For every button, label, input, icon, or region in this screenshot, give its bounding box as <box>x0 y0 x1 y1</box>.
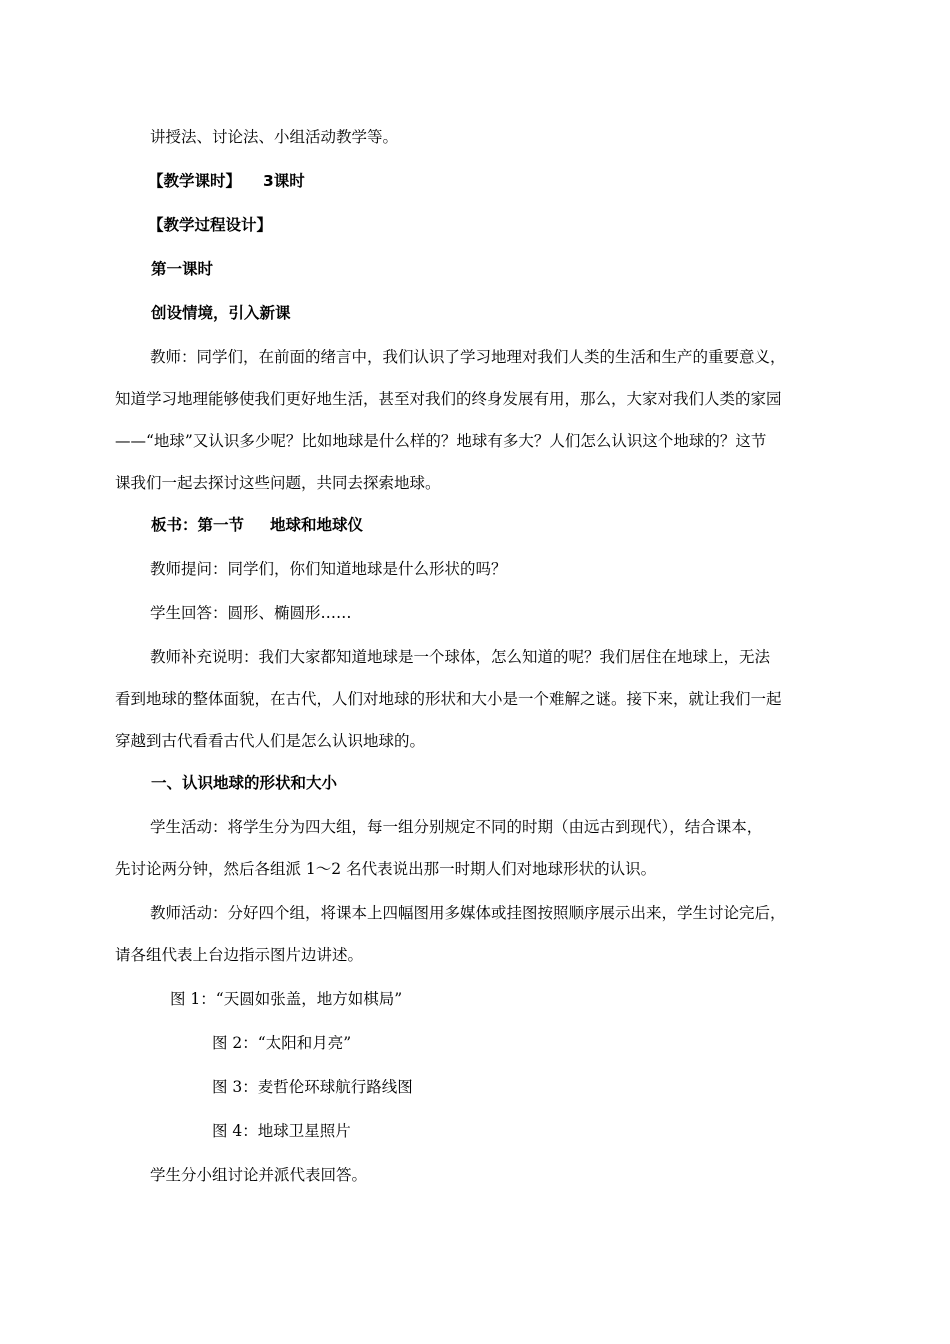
figure-item: 图 3：麦哲伦环球航行路线图 <box>212 1078 413 1096</box>
teacher-activity-line: 请各组代表上台边指示图片边讲述。 <box>115 946 364 964</box>
teaching-hours-value: 3课时 <box>263 172 305 190</box>
teacher-intro-line: ——“地球”又认识多少呢？比如地球是什么样的？地球有多大？人们怎么认识这个地球的？这节 <box>115 432 767 450</box>
figure-item: 图 1：“天圆如张盖，地方如棋局” <box>170 990 403 1008</box>
teacher-question: 教师提问：同学们，你们知道地球是什么形状的吗？ <box>150 560 507 578</box>
conclusion-text: 学生分小组讨论并派代表回答。 <box>150 1166 368 1184</box>
teacher-activity-line: 教师活动：分好四个组，将课本上四幅图用多媒体或挂图按照顺序展示出来，学生讨论完后， <box>150 904 786 922</box>
teaching-methods: 讲授法、讨论法、小组活动教学等。 <box>150 128 399 146</box>
process-design-heading: 【教学过程设计】 <box>148 216 273 234</box>
teaching-hours <box>148 171 305 191</box>
teacher-intro-line: 知道学习地理能够使我们更好地生活，甚至对我们的终身发展有用，那么，大家对我们人类的家园 <box>115 390 782 408</box>
board-heading <box>151 515 363 535</box>
teacher-supplement-line: 看到地球的整体面貌，在古代，人们对地球的形状和大小是一个难解之谜。接下来，就让我们一起 <box>115 690 782 708</box>
teacher-intro-line: 课我们一起去探讨这些问题，共同去探索地球。 <box>115 474 441 492</box>
section-one-heading: 一、认识地球的形状和大小 <box>151 774 338 792</box>
teacher-supplement-line: 穿越到古代看看古代人们是怎么认识地球的。 <box>115 732 426 750</box>
student-activity-line: 学生活动：将学生分为四大组，每一组分别规定不同的时期（由远古到现代），结合课本， <box>150 818 763 836</box>
board-label: 板书：第一节 <box>151 516 245 534</box>
lesson-one-heading: 第一课时 <box>151 260 214 278</box>
teacher-intro-line: 教师：同学们，在前面的绪言中，我们认识了学习地理对我们人类的生活和生产的重要意义， <box>150 348 786 366</box>
board-title: 地球和地球仪 <box>270 516 364 534</box>
teaching-hours-label: 【教学课时】 <box>148 172 242 190</box>
teacher-supplement-line: 教师补充说明：我们大家都知道地球是一个球体，怎么知道的呢？我们居住在地球上，无法 <box>150 648 771 666</box>
intro-heading: 创设情境，引入新课 <box>151 304 291 322</box>
student-answer: 学生回答：圆形、椭圆形…… <box>150 604 352 622</box>
student-activity-line: 先讨论两分钟，然后各组派 1～2 名代表说出那一时期人们对地球形状的认识。 <box>115 860 657 878</box>
figure-item: 图 4：地球卫星照片 <box>212 1122 351 1140</box>
figure-item: 图 2：“太阳和月亮” <box>212 1034 352 1052</box>
